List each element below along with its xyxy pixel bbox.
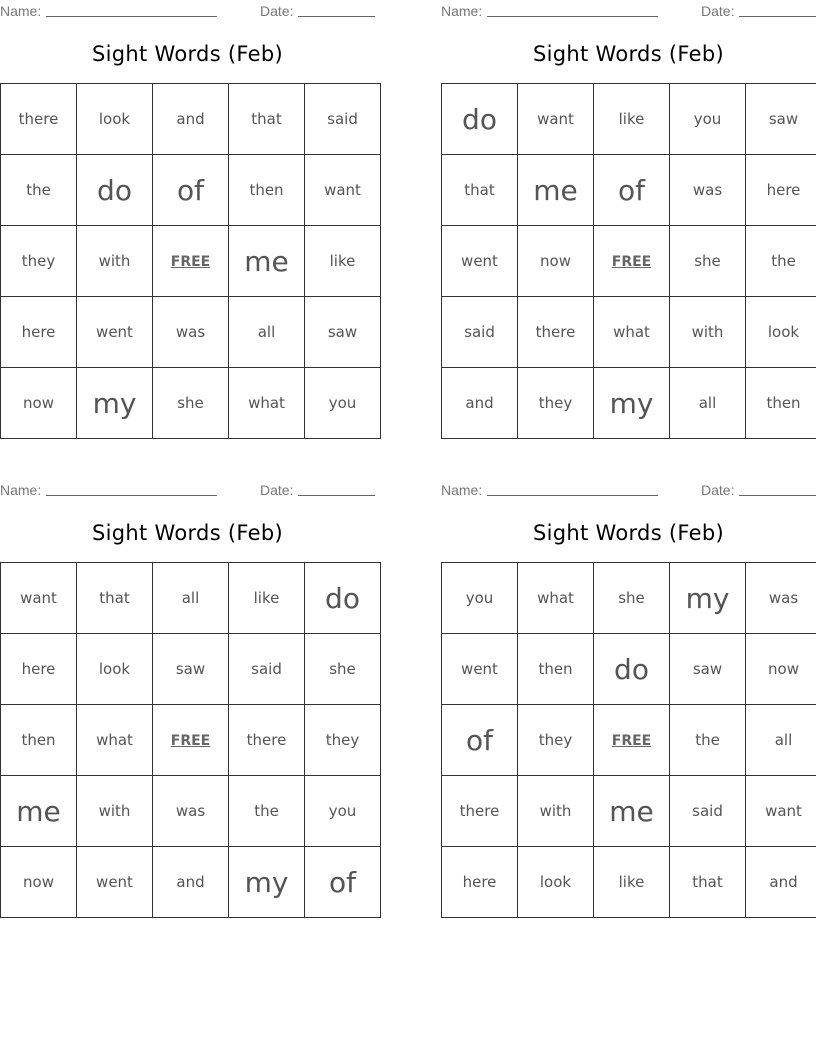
grid-row xyxy=(442,776,816,847)
word-cell: of xyxy=(442,705,518,776)
word-cell: look xyxy=(77,634,153,705)
word-cell: like xyxy=(229,563,305,634)
word-cell: and xyxy=(442,368,518,439)
card-title: Sight Words (Feb) xyxy=(92,521,283,545)
word-cell: said xyxy=(229,634,305,705)
grid-row xyxy=(442,368,816,439)
word-cell: they xyxy=(305,705,381,776)
word-cell: my xyxy=(229,847,305,918)
name-field-line xyxy=(487,16,658,17)
word-cell: here xyxy=(1,297,77,368)
word-cell: do xyxy=(594,634,670,705)
date-label: Date: xyxy=(701,3,735,19)
word-cell: with xyxy=(77,226,153,297)
word-cell: that xyxy=(229,84,305,155)
word-cell: what xyxy=(229,368,305,439)
free-label: FREE xyxy=(611,733,652,749)
name-label: Name: xyxy=(441,482,483,498)
word-cell: here xyxy=(1,634,77,705)
word-cell: then xyxy=(518,634,594,705)
word-cell: they xyxy=(518,705,594,776)
grid-row xyxy=(1,705,381,776)
free-space xyxy=(594,226,670,297)
word-cell: my xyxy=(594,368,670,439)
bingo-grid xyxy=(441,83,816,439)
word-cell: now xyxy=(1,847,77,918)
word-cell: there xyxy=(442,776,518,847)
word-cell: that xyxy=(77,563,153,634)
word-cell: you xyxy=(670,84,746,155)
word-cell: she xyxy=(594,563,670,634)
word-cell: all xyxy=(229,297,305,368)
word-cell: the xyxy=(1,155,77,226)
date-field-line xyxy=(739,16,816,17)
word-cell: of xyxy=(153,155,229,226)
word-cell: look xyxy=(77,84,153,155)
word-cell: want xyxy=(1,563,77,634)
word-cell: all xyxy=(153,563,229,634)
word-cell: want xyxy=(518,84,594,155)
header-row xyxy=(441,479,816,501)
free-label: FREE xyxy=(170,733,211,749)
header-row xyxy=(441,0,816,22)
name-label: Name: xyxy=(0,3,42,19)
word-cell: saw xyxy=(153,634,229,705)
word-cell: want xyxy=(305,155,381,226)
grid-row xyxy=(1,84,381,155)
word-cell: you xyxy=(305,368,381,439)
word-cell: said xyxy=(670,776,746,847)
word-cell: do xyxy=(442,84,518,155)
word-cell: she xyxy=(670,226,746,297)
grid-row xyxy=(442,84,816,155)
grid-row xyxy=(1,155,381,226)
grid-row xyxy=(1,368,381,439)
word-cell: my xyxy=(670,563,746,634)
word-cell: look xyxy=(746,297,816,368)
word-cell: and xyxy=(153,847,229,918)
grid-row xyxy=(442,847,816,918)
word-cell: with xyxy=(670,297,746,368)
word-cell: now xyxy=(1,368,77,439)
name-field-line xyxy=(487,495,658,496)
word-cell: was xyxy=(153,297,229,368)
word-cell: was xyxy=(670,155,746,226)
word-cell: me xyxy=(229,226,305,297)
word-cell: then xyxy=(746,368,816,439)
word-cell: here xyxy=(442,847,518,918)
name-label: Name: xyxy=(441,3,483,19)
word-cell: said xyxy=(305,84,381,155)
word-cell: there xyxy=(518,297,594,368)
word-cell: was xyxy=(746,563,816,634)
name-label: Name: xyxy=(0,482,42,498)
header-row xyxy=(0,479,376,501)
word-cell: went xyxy=(77,297,153,368)
word-cell: of xyxy=(594,155,670,226)
grid-row xyxy=(442,705,816,776)
word-cell: went xyxy=(442,226,518,297)
card-title: Sight Words (Feb) xyxy=(533,42,724,66)
word-cell: the xyxy=(229,776,305,847)
word-cell: like xyxy=(594,847,670,918)
word-cell: saw xyxy=(305,297,381,368)
date-label: Date: xyxy=(701,482,735,498)
word-cell: that xyxy=(670,847,746,918)
word-cell: what xyxy=(594,297,670,368)
word-cell: with xyxy=(518,776,594,847)
name-field-line xyxy=(46,16,217,17)
date-field-line xyxy=(298,16,375,17)
word-cell: then xyxy=(229,155,305,226)
bingo-grid xyxy=(441,562,816,918)
grid-row xyxy=(442,297,816,368)
grid-row xyxy=(442,563,816,634)
name-field-line xyxy=(46,495,217,496)
bingo-card xyxy=(0,479,376,899)
grid-row xyxy=(1,776,381,847)
date-field-line xyxy=(739,495,816,496)
grid-row xyxy=(1,847,381,918)
word-cell: they xyxy=(518,368,594,439)
word-cell: you xyxy=(442,563,518,634)
word-cell: saw xyxy=(746,84,816,155)
word-cell: my xyxy=(77,368,153,439)
word-cell: with xyxy=(77,776,153,847)
word-cell: me xyxy=(594,776,670,847)
word-cell: went xyxy=(442,634,518,705)
word-cell: like xyxy=(594,84,670,155)
grid-row xyxy=(1,297,381,368)
word-cell: me xyxy=(1,776,77,847)
word-cell: saw xyxy=(670,634,746,705)
word-cell: there xyxy=(229,705,305,776)
card-title: Sight Words (Feb) xyxy=(533,521,724,545)
date-field-line xyxy=(298,495,375,496)
bingo-card xyxy=(441,479,816,891)
word-cell: of xyxy=(305,847,381,918)
grid-row xyxy=(442,155,816,226)
free-space xyxy=(594,705,670,776)
free-label: FREE xyxy=(170,254,211,270)
word-cell: the xyxy=(746,226,816,297)
date-label: Date: xyxy=(260,482,294,498)
word-cell: now xyxy=(746,634,816,705)
card-title: Sight Words (Feb) xyxy=(92,42,283,66)
free-label: FREE xyxy=(611,254,652,270)
word-cell: want xyxy=(746,776,816,847)
grid-row xyxy=(442,226,816,297)
word-cell: do xyxy=(305,563,381,634)
grid-row xyxy=(442,634,816,705)
word-cell: then xyxy=(1,705,77,776)
header-row xyxy=(0,0,376,22)
grid-row xyxy=(1,226,381,297)
bingo-card xyxy=(441,0,816,420)
word-cell: went xyxy=(77,847,153,918)
free-space xyxy=(153,226,229,297)
bingo-grid xyxy=(0,562,381,918)
word-cell: she xyxy=(153,368,229,439)
word-cell: they xyxy=(1,226,77,297)
date-label: Date: xyxy=(260,3,294,19)
word-cell: there xyxy=(1,84,77,155)
word-cell: and xyxy=(153,84,229,155)
word-cell: do xyxy=(77,155,153,226)
word-cell: the xyxy=(670,705,746,776)
word-cell: here xyxy=(746,155,816,226)
word-cell: what xyxy=(77,705,153,776)
word-cell: was xyxy=(153,776,229,847)
bingo-grid xyxy=(0,83,381,439)
word-cell: what xyxy=(518,563,594,634)
grid-row xyxy=(1,634,381,705)
bingo-card xyxy=(0,0,376,420)
word-cell: all xyxy=(670,368,746,439)
word-cell: me xyxy=(518,155,594,226)
word-cell: said xyxy=(442,297,518,368)
word-cell: like xyxy=(305,226,381,297)
word-cell: and xyxy=(746,847,816,918)
word-cell: look xyxy=(518,847,594,918)
word-cell: that xyxy=(442,155,518,226)
word-cell: all xyxy=(746,705,816,776)
word-cell: you xyxy=(305,776,381,847)
word-cell: she xyxy=(305,634,381,705)
grid-row xyxy=(1,563,381,634)
word-cell: now xyxy=(518,226,594,297)
free-space xyxy=(153,705,229,776)
